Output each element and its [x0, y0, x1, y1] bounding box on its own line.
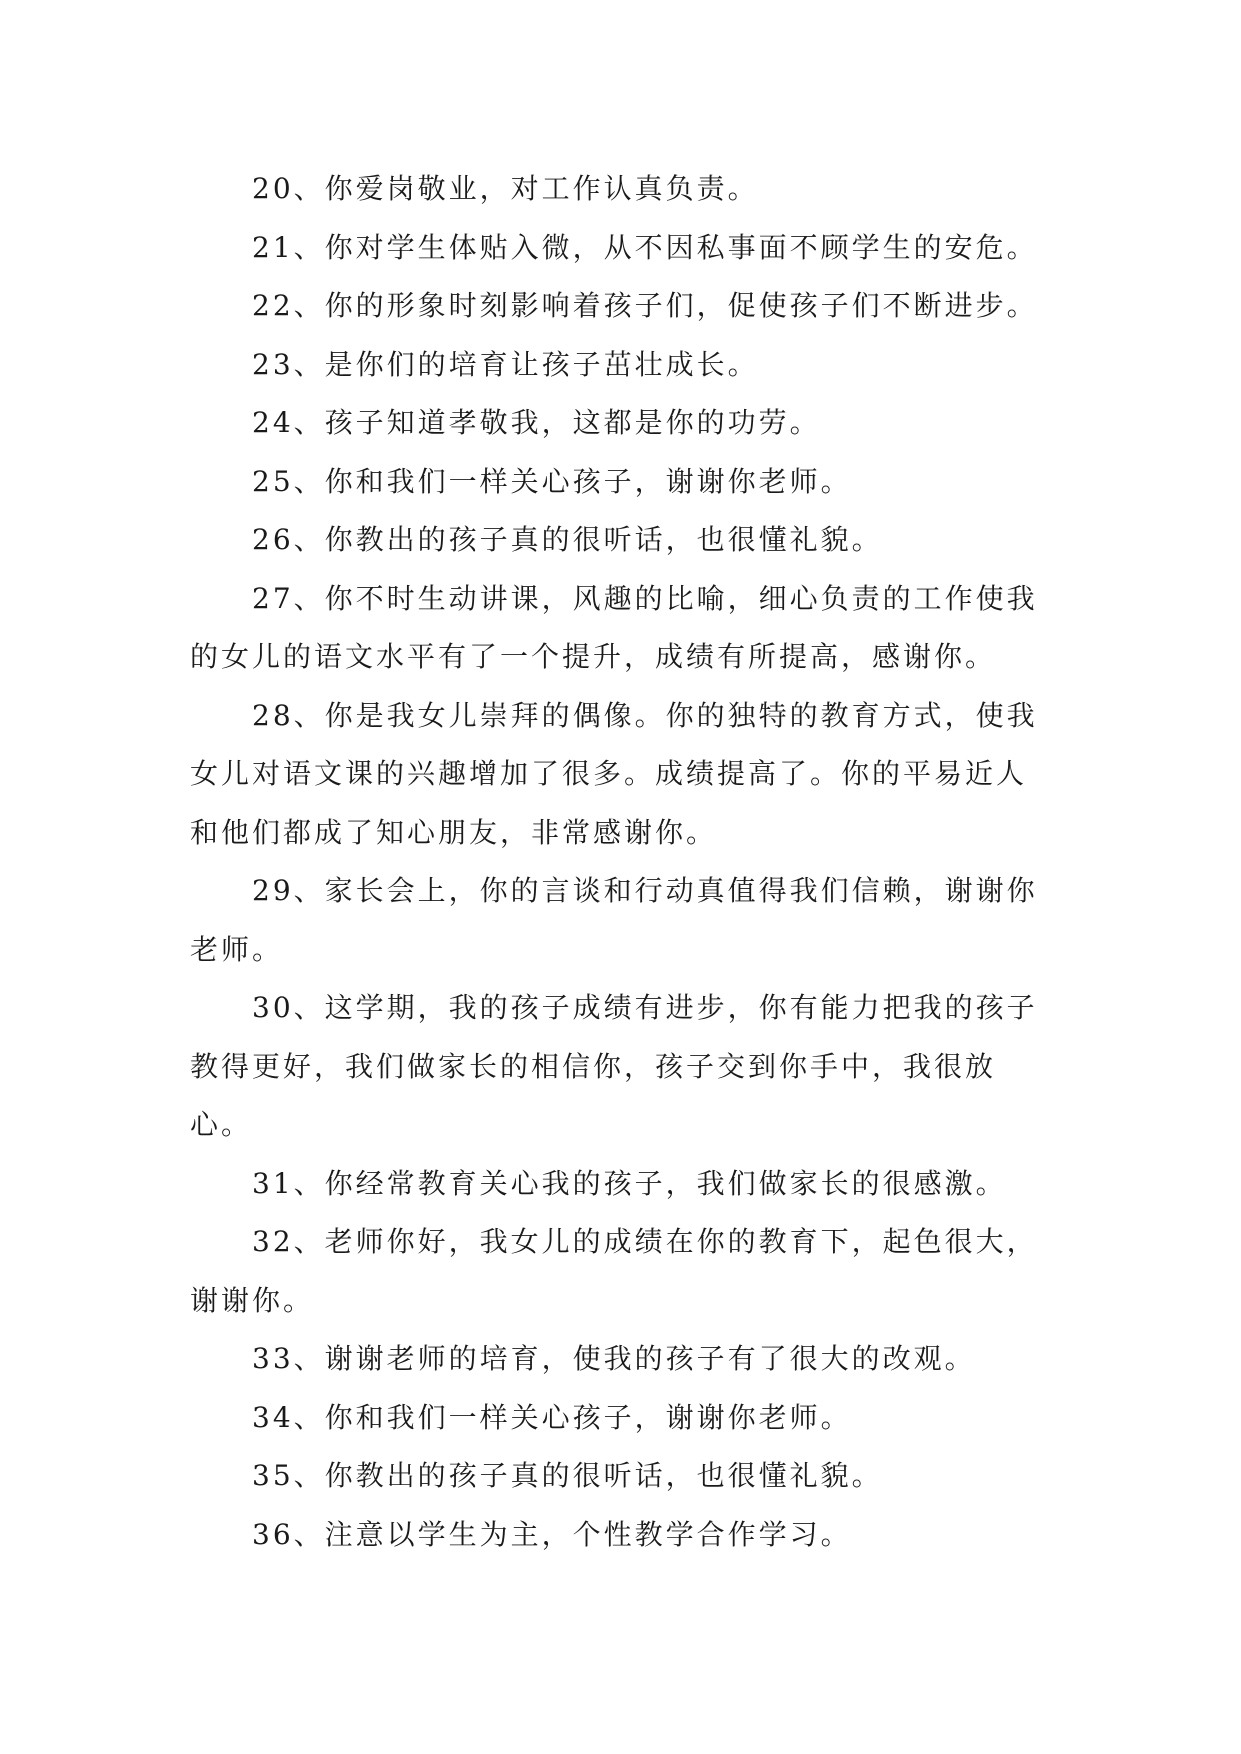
paragraph-24: 24、孩子知道孝敬我，这都是你的功劳。: [252, 406, 821, 439]
paragraph-33: 33、谢谢老师的培育，使我的孩子有了很大的改观。: [252, 1342, 976, 1375]
paragraph-36: 36、注意以学生为主，个性教学合作学习。: [252, 1517, 852, 1551]
document-body: [190, 160, 1050, 1564]
paragraph-34: 34、你和我们一样关心孩子，谢谢你老师。: [252, 1400, 852, 1434]
paragraph-20: 20、你爱岗敬业，对工作认真负责。: [252, 172, 759, 205]
paragraph-27: 27、你不时生动讲课，风趣的比喻，细心负责的工作使我的女儿的语文水平有了一个提升，成绩有所提高，感谢你。: [190, 581, 1038, 673]
paragraph-29: 29、家长会上，你的言谈和行动真值得我们信赖，谢谢你老师。: [190, 874, 1038, 966]
paragraph-35: 35、你教出的孩子真的很听话，也很懂礼貌。: [252, 1459, 883, 1492]
paragraph-25: 25、你和我们一样关心孩子，谢谢你老师。: [252, 464, 852, 498]
paragraph-22: 22、你的形象时刻影响着孩子们，促使孩子们不断进步。: [252, 289, 1038, 322]
paragraph-23: 23、是你们的培育让孩子茁壮成长。: [252, 347, 759, 381]
paragraph-32: 32、老师你好，我女儿的成绩在你的教育下，起色很大，谢谢你。: [190, 1225, 1038, 1317]
paragraph-28: 28、你是我女儿崇拜的偶像。你的独特的教育方式，使我女儿对语文课的兴趣增加了很多。成绩提高了。你的平易近人和他们都成了知心朋友，非常感谢你。: [190, 698, 1038, 849]
paragraph-31: 31、你经常教育关心我的孩子，我们做家长的很感激。: [252, 1166, 1007, 1200]
paragraph-30: 30、这学期，我的孩子成绩有进步，你有能力把我的孩子教得更好，我们做家长的相信你，孩子交到你手中，我很放心。: [190, 991, 1038, 1141]
paragraph-21: 21、你对学生体贴入微，从不因私事面不顾学生的安危。: [252, 230, 1038, 264]
paragraph-26: 26、你教出的孩子真的很听话，也很懂礼貌。: [252, 523, 883, 556]
